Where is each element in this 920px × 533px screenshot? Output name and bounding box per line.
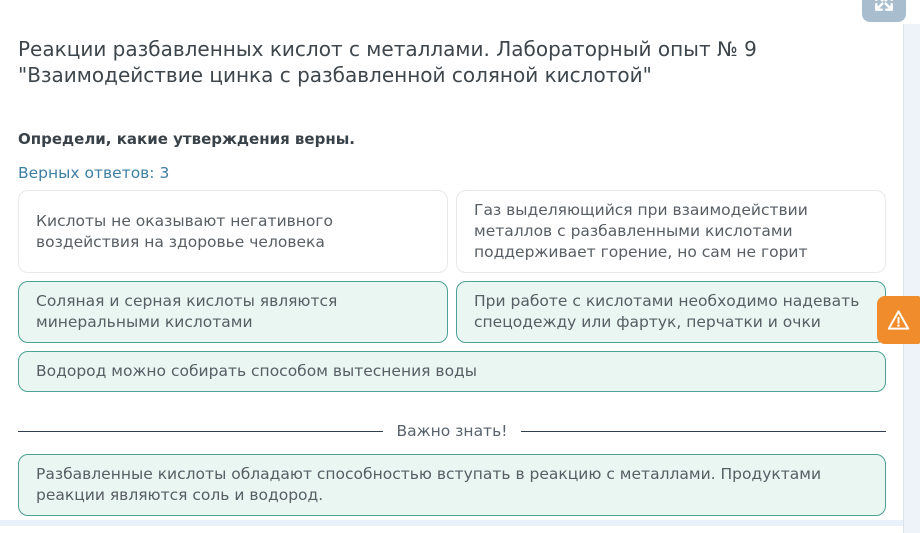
arrows-expand-icon	[873, 0, 895, 13]
option-label: Соляная и серная кислоты являются минеральными кислотами	[36, 292, 338, 331]
option-card-selected[interactable]	[18, 281, 448, 343]
option-label: Кислоты не оказывают негативного воздействия на здоровье человека	[36, 211, 334, 251]
right-panel-strip	[903, 24, 920, 533]
divider-label: Важно знать!	[396, 422, 508, 440]
info-box-text: Разбавленные кислоты обладают способностью вступать в реакцию с металлами. Продуктами реакции являются соль и водород.	[36, 465, 822, 504]
option-label: При работе с кислотами необходимо надевать спецодежду или фартук, перчатки и очки	[474, 292, 860, 331]
info-box	[18, 454, 886, 516]
option-label: Газ выделяющийся при взаимодействии металлов с разбавленными кислотами поддерживает горение, но сам не горит	[474, 201, 808, 261]
correct-answers-count: Верных ответов: 3	[18, 164, 170, 182]
quiz-prompt: Определи, какие утверждения верны.	[18, 130, 355, 148]
option-card-selected[interactable]	[18, 351, 886, 392]
divider-line	[521, 431, 886, 432]
expand-button[interactable]	[862, 0, 906, 22]
option-card[interactable]	[456, 190, 886, 273]
important-divider	[18, 422, 886, 440]
option-card-selected[interactable]	[456, 281, 886, 343]
warning-button[interactable]	[877, 296, 920, 344]
page-title: Реакции разбавленных кислот с металлами. Лабораторный опыт № 9 "Взаимодействие цинка с разбавленной соляной кислотой"	[18, 37, 757, 87]
divider-line	[18, 431, 383, 432]
bottom-edge-strip	[0, 520, 920, 526]
options-grid	[18, 190, 886, 392]
warning-triangle-icon	[885, 308, 912, 333]
option-card[interactable]	[18, 190, 448, 273]
option-label: Водород можно собирать способом вытеснения воды	[36, 362, 478, 380]
